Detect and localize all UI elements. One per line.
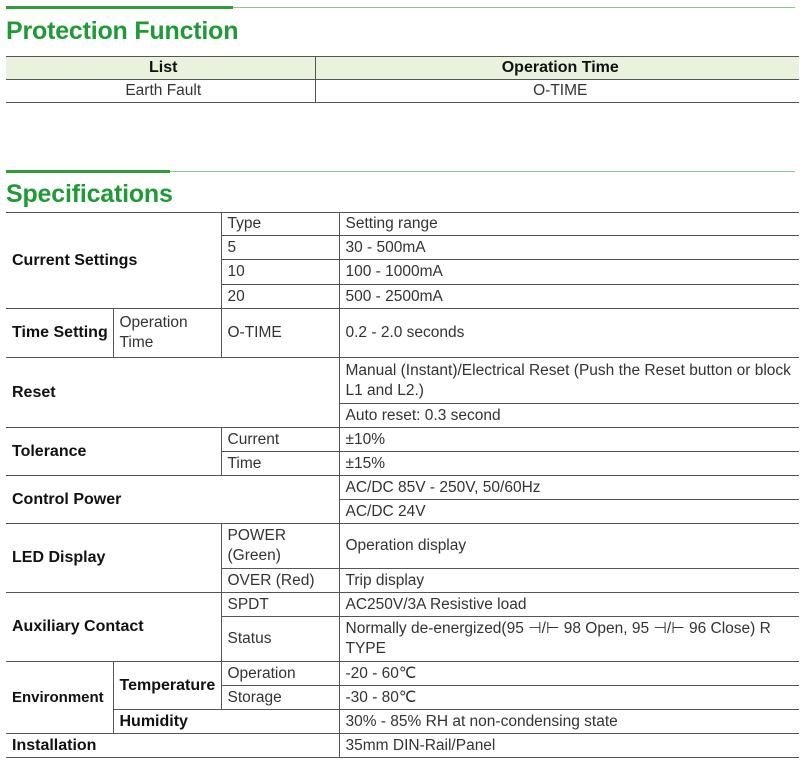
aux-value: AC250V/3A Resistive load (339, 593, 799, 617)
aux-value: Normally de-energized(95 ⊣/⊢ 98 Open, 95 ⊣/⊢ 96 Close) R TYPE (339, 617, 799, 662)
header-list: List (6, 57, 315, 80)
current-type: 20 (221, 285, 339, 309)
table-row (6, 524, 799, 569)
current-range: 100 - 1000mA (339, 260, 799, 285)
table-row (6, 80, 799, 103)
table-row (6, 309, 799, 358)
led-value: Operation display (339, 524, 799, 569)
control-power-value: AC/DC 85V - 250V, 50/60Hz (339, 476, 799, 500)
specifications-table (6, 212, 799, 758)
current-range: 500 - 2500mA (339, 285, 799, 309)
time-setting-label: Time Setting (6, 309, 113, 358)
aux-type: SPDT (221, 593, 339, 617)
reset-manual: Manual (Instant)/Electrical Reset (Push the Reset button or block L1 and L2.) (339, 358, 799, 404)
led-display-label: LED Display (6, 524, 221, 593)
cell-list: Earth Fault (6, 80, 315, 103)
protection-section-rule (233, 7, 795, 8)
current-settings-label: Current Settings (6, 213, 221, 309)
type-header: Type (221, 213, 339, 236)
tolerance-label: Tolerance (6, 428, 221, 476)
current-range: 30 - 500mA (339, 236, 799, 260)
time-setting-sub: Operation Time (113, 309, 221, 358)
protection-section-accent (6, 6, 233, 9)
tolerance-type: Current (221, 428, 339, 452)
installation-value: 35mm DIN-Rail/Panel (339, 734, 799, 758)
table-row (6, 734, 799, 758)
specifications-section-rule (170, 171, 795, 172)
protection-title: Protection Function (6, 17, 239, 45)
table-row (6, 428, 799, 452)
temperature-value: -30 - 80℃ (339, 686, 799, 710)
reset-label: Reset (6, 358, 339, 428)
control-power-value: AC/DC 24V (339, 500, 799, 524)
current-type: 5 (221, 236, 339, 260)
current-type: 10 (221, 260, 339, 285)
table-row (6, 476, 799, 500)
protection-table (6, 56, 799, 103)
auxiliary-contact-label: Auxiliary Contact (6, 593, 221, 662)
led-type: OVER (Red) (221, 569, 339, 593)
led-type: POWER (Green) (221, 524, 339, 569)
table-row (6, 358, 799, 404)
humidity-label: Humidity (113, 710, 339, 734)
setting-range-header: Setting range (339, 213, 799, 236)
tolerance-value: ±10% (339, 428, 799, 452)
environment-label: Environment (6, 662, 113, 734)
temperature-label: Temperature (113, 662, 221, 710)
installation-label: Installation (6, 734, 339, 758)
table-row (6, 710, 799, 734)
reset-auto: Auto reset: 0.3 second (339, 404, 799, 428)
temperature-type: Storage (221, 686, 339, 710)
time-setting-value: 0.2 - 2.0 seconds (339, 309, 799, 358)
humidity-value: 30% - 85% RH at non-condensing state (339, 710, 799, 734)
header-operation-time: Operation Time (315, 57, 799, 80)
specifications-section-accent (6, 170, 170, 173)
temperature-type: Operation (221, 662, 339, 686)
table-row (6, 662, 799, 686)
specifications-title: Specifications (6, 180, 173, 208)
table-row (6, 213, 799, 236)
tolerance-type: Time (221, 452, 339, 476)
table-row (6, 593, 799, 617)
time-setting-type: O-TIME (221, 309, 339, 358)
aux-type: Status (221, 617, 339, 662)
temperature-value: -20 - 60℃ (339, 662, 799, 686)
tolerance-value: ±15% (339, 452, 799, 476)
cell-operation-time: O-TIME (315, 80, 799, 103)
control-power-label: Control Power (6, 476, 339, 524)
protection-header-row (6, 57, 799, 80)
led-value: Trip display (339, 569, 799, 593)
